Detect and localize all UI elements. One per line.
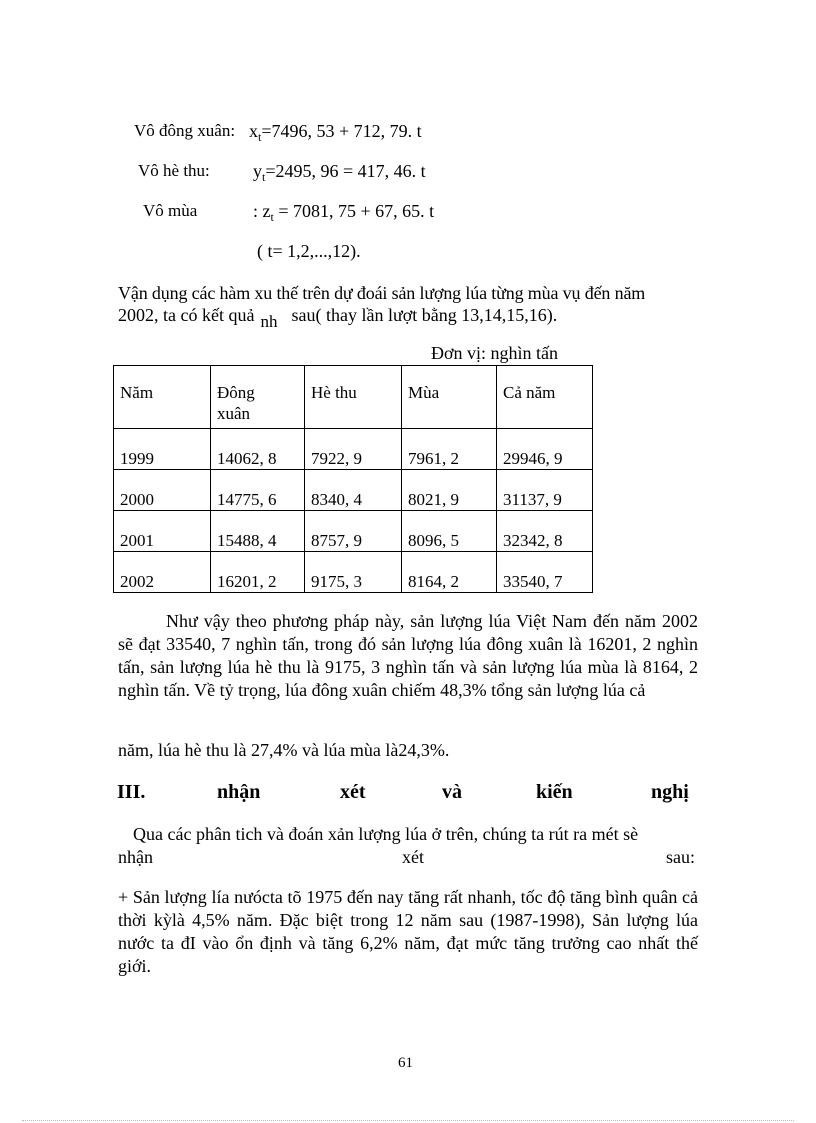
table-cell: 2000 [114, 470, 211, 511]
header-he-thu: Hè thu [305, 366, 402, 429]
paragraph-intro-remarks: Qua các phân tich và đoán xản lượng lúa ở trên, chúng ta rút ra mét sè [133, 824, 639, 844]
table-row [114, 511, 593, 552]
table-cell: 1999 [114, 429, 211, 470]
table-cell: 8021, 9 [402, 470, 497, 511]
table-cell: 8340, 4 [305, 470, 402, 511]
page-number: 61 [398, 1055, 413, 1071]
table-cell: 29946, 9 [497, 429, 593, 470]
page-bottom-divider [22, 1120, 794, 1121]
table-cell: 2002 [114, 552, 211, 593]
eq-formula-he-thu: $y_t=2495$, 96 = 417, 46. t [253, 161, 426, 184]
table-cell: 16201, 2 [211, 552, 305, 593]
section-heading-word: xét [340, 781, 366, 803]
table-header-row [114, 366, 593, 429]
rice-output-table [113, 365, 593, 593]
table-cell: 2001 [114, 511, 211, 552]
section-heading-word: nhận [217, 781, 261, 803]
table-row [114, 552, 593, 593]
eq-formula-mua: : $z_t = 7081$, 75 + 67, 65. t [253, 201, 435, 224]
table-cell: 31137, 9 [497, 470, 593, 511]
paragraph-conclusion: Như vậy theo phương pháp này, sản lượng lúa Việt Nam đến năm 2002 sẽ đạt 33540, 7 nghìn tấn, trong đó sản lượng lúa đông xuân là 16201, 2 nghìn tấn, sản lượng lúa hè thu là 9175, 3 nghìn tấn và sản lượng lúa mùa là 8164, 2 nghìn tấn. Về tỷ trọng, lúa đông xuân chiếm 48,3% tổng sản lượng lúa cả [118, 611, 698, 700]
section-heading-number: III. [117, 781, 146, 803]
paragraph-remark-1: + Sản lượng lía nưócta tõ 1975 đến nay tăng rất nhanh, tốc độ tăng bình quân cả thời kỳlà 4,5% năm. Đặc biệt trong 12 năm sau (1987-1998), Sản lượng lúa nước ta đI vào ổn định và tăng 6,2% năm, đạt mức tăng trưởng cao nhất thế giới. [118, 887, 698, 976]
eq-label-mua: Vô mùa [143, 201, 198, 220]
table-cell: 14062, 8 [211, 429, 305, 470]
t-range: ( t= 1,2,...,12). [257, 241, 361, 261]
section-heading-word: kiến [536, 781, 573, 803]
intro-sub-nh: nh [260, 312, 278, 331]
table-cell: 7922, 9 [305, 429, 402, 470]
header-nam: Năm [114, 366, 211, 429]
eq-label-he-thu: Vô hè thu: [138, 161, 210, 180]
section-heading-word: và [442, 781, 462, 803]
header-mua: Mùa [402, 366, 497, 429]
eq-label-dong-xuan: Vô đông xuân: [134, 121, 236, 140]
remarks-word: nhận [118, 847, 153, 867]
table-cell: 32342, 8 [497, 511, 593, 552]
table-row [114, 429, 593, 470]
paragraph-shares: năm, lúa hè thu là 27,4% và lúa mùa là24,3%. [118, 740, 450, 760]
section-heading-word: nghị [651, 781, 689, 803]
table-cell: 33540, 7 [497, 552, 593, 593]
table-cell: 14775, 6 [211, 470, 305, 511]
table-cell: 7961, 2 [402, 429, 497, 470]
table-cell: 15488, 4 [211, 511, 305, 552]
table-cell: 8164, 2 [402, 552, 497, 593]
header-dong-xuan: Đông xuân [211, 366, 305, 429]
remarks-word: sau: [666, 847, 695, 867]
table-cell: 9175, 3 [305, 552, 402, 593]
table-row [114, 470, 593, 511]
intro-line-2: 2002, ta có kết quả nh sau( thay lần lượt bằng 13,14,15,16). [118, 305, 558, 331]
table-cell: 8096, 5 [402, 511, 497, 552]
intro-line-1: Vận dụng các hàm xu thế trên dự đoái sản lượng lúa từng mùa vụ đến năm [118, 283, 646, 303]
remarks-word: xét [402, 847, 424, 867]
table-cell: 8757, 9 [305, 511, 402, 552]
eq-formula-dong-xuan: $x_t=7496$, 53 + 712, 79. t [249, 121, 422, 144]
unit-label: Đơn vị: nghìn tấn [431, 343, 559, 363]
header-ca-nam: Cả năm [497, 366, 593, 429]
